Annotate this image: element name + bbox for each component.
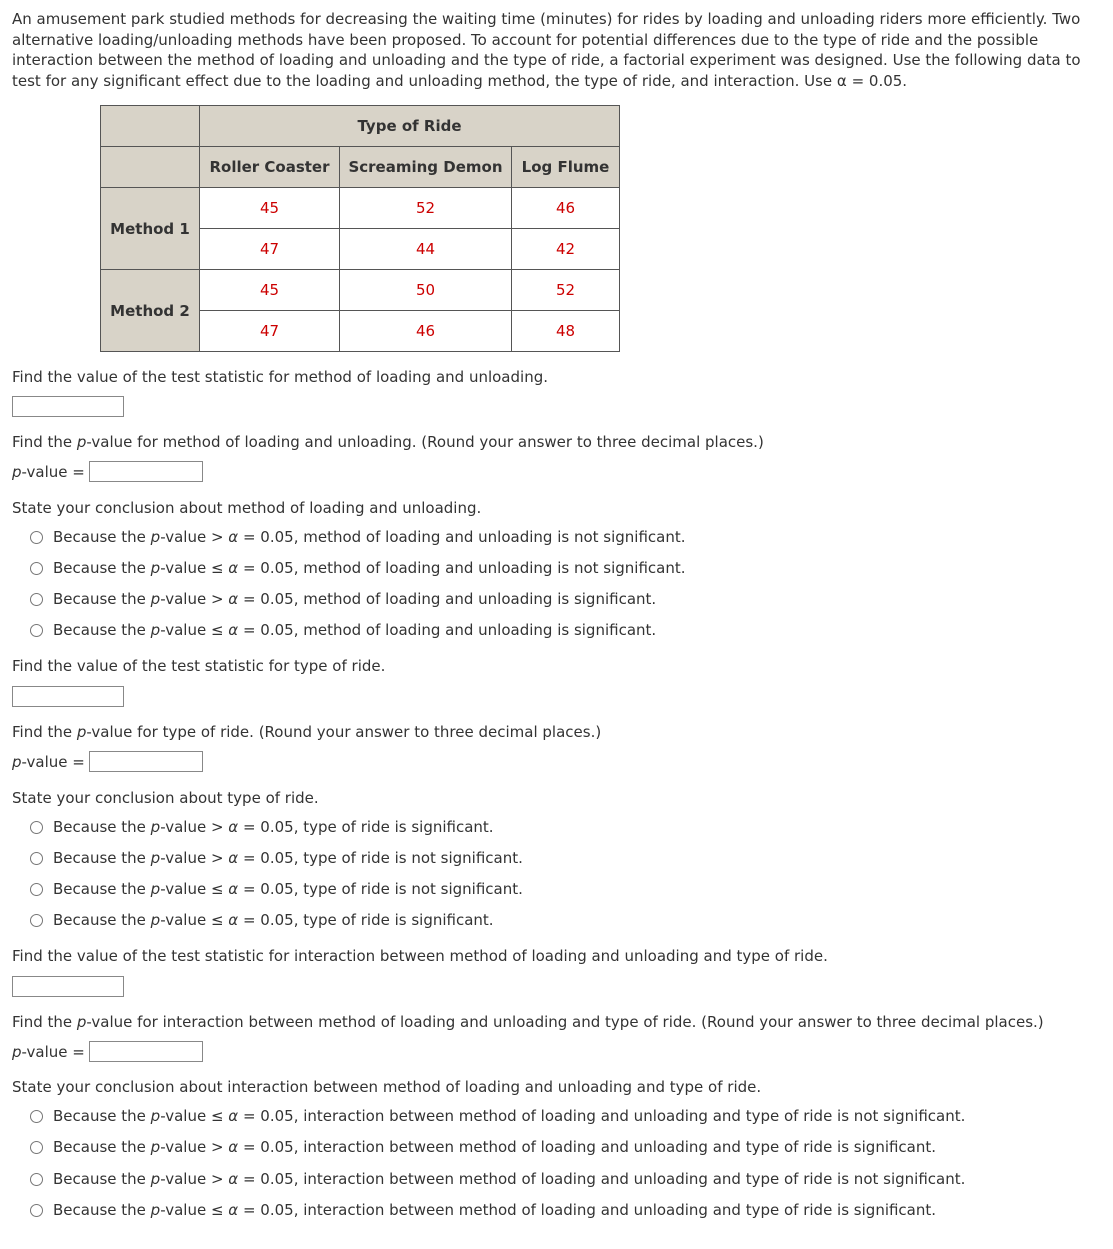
interaction-option[interactable] <box>30 1107 965 1125</box>
option-label: Because the p-value > α = 0.05, interaction between method of loading and unloading and type of ride is significant. <box>53 1138 937 1156</box>
column-header: Screaming Demon <box>340 147 512 188</box>
interaction-option[interactable] <box>30 1138 936 1156</box>
interaction-conclusion-prompt: State your conclusion about interaction between method of loading and unloading and type of ride. <box>12 1078 762 1096</box>
ride-option[interactable] <box>30 849 523 867</box>
data-cell: 47 <box>200 311 340 352</box>
method-option[interactable] <box>30 590 656 608</box>
option-label: Because the p-value > α = 0.05, type of ride is significant. <box>53 818 494 836</box>
problem-intro: An amusement park studied methods for decreasing the waiting time (minutes) for rides by loading and unloading riders more efficiently. Two alternative loading/unloading methods have been proposed. To account for potential differences due to the type of ride and the possible interaction between the method of loading and unloading and the type of ride, a factorial experiment was designed. Use the following data to test for any significant effect due to the loading and unloading method, the type of ride, and interaction. Use α = 0.05. <box>12 10 1081 90</box>
radio-button[interactable] <box>30 562 43 575</box>
option-label: Because the p-value ≤ α = 0.05, type of ride is not significant. <box>53 880 523 898</box>
type-of-ride-header: Type of Ride <box>200 106 620 147</box>
data-cell: 47 <box>200 229 340 270</box>
data-cell: 45 <box>200 188 340 229</box>
data-cell: 52 <box>512 270 620 311</box>
pvalue-label: p-value = <box>12 752 85 771</box>
radio-button[interactable] <box>30 1173 43 1186</box>
data-cell: 50 <box>340 270 512 311</box>
interaction-p-prompt: Find the p-value for interaction between method of loading and unloading and type of ride. (Round your answer to three decimal places.) <box>12 1013 1044 1031</box>
method-stat-prompt: Find the value of the test statistic for method of loading and unloading. <box>12 368 548 386</box>
data-cell: 46 <box>340 311 512 352</box>
method-option[interactable] <box>30 559 686 577</box>
option-label: Because the p-value > α = 0.05, interaction between method of loading and unloading and type of ride is not significant. <box>53 1170 966 1188</box>
ride-pvalue-row <box>12 751 203 772</box>
option-label: Because the p-value ≤ α = 0.05, type of ride is significant. <box>53 911 494 929</box>
method-pvalue-row <box>12 461 203 482</box>
radio-button[interactable] <box>30 1110 43 1123</box>
option-label: Because the p-value > α = 0.05, method of loading and unloading is not significant. <box>53 528 686 546</box>
option-label: Because the p-value > α = 0.05, method of loading and unloading is significant. <box>53 590 657 608</box>
method-stat-input[interactable] <box>12 396 124 417</box>
interaction-pvalue-row <box>12 1041 203 1062</box>
data-cell: 48 <box>512 311 620 352</box>
data-cell: 46 <box>512 188 620 229</box>
corner-cell-2 <box>101 147 200 188</box>
pvalue-label: p-value = <box>12 1042 85 1061</box>
ride-option[interactable] <box>30 818 494 836</box>
data-table <box>100 105 620 352</box>
method-option[interactable] <box>30 621 656 639</box>
row-label: Method 2 <box>101 270 200 352</box>
ride-stat-input[interactable] <box>12 686 124 707</box>
radio-button[interactable] <box>30 883 43 896</box>
ride-option[interactable] <box>30 911 494 929</box>
data-cell: 52 <box>340 188 512 229</box>
method-option[interactable] <box>30 528 686 546</box>
data-cell: 42 <box>512 229 620 270</box>
radio-button[interactable] <box>30 821 43 834</box>
interaction-pvalue-input[interactable] <box>89 1041 203 1062</box>
radio-button[interactable] <box>30 1204 43 1217</box>
data-cell: 45 <box>200 270 340 311</box>
option-label: Because the p-value ≤ α = 0.05, interaction between method of loading and unloading and type of ride is not significant. <box>53 1107 966 1125</box>
interaction-stat-input[interactable] <box>12 976 124 997</box>
method-conclusion-prompt: State your conclusion about method of loading and unloading. <box>12 499 482 517</box>
option-label: Because the p-value ≤ α = 0.05, method of loading and unloading is significant. <box>53 621 657 639</box>
column-header: Log Flume <box>512 147 620 188</box>
radio-button[interactable] <box>30 914 43 927</box>
option-label: Because the p-value ≤ α = 0.05, interaction between method of loading and unloading and type of ride is significant. <box>53 1201 937 1219</box>
interaction-stat-prompt: Find the value of the test statistic for interaction between method of loading and unloading and type of ride. <box>12 947 828 965</box>
option-label: Because the p-value > α = 0.05, type of ride is not significant. <box>53 849 523 867</box>
option-label: Because the p-value ≤ α = 0.05, method of loading and unloading is not significant. <box>53 559 686 577</box>
radio-button[interactable] <box>30 593 43 606</box>
radio-button[interactable] <box>30 531 43 544</box>
radio-button[interactable] <box>30 852 43 865</box>
data-cell: 44 <box>340 229 512 270</box>
radio-button[interactable] <box>30 624 43 637</box>
row-label: Method 1 <box>101 188 200 270</box>
radio-button[interactable] <box>30 1141 43 1154</box>
ride-option[interactable] <box>30 880 523 898</box>
pvalue-label: p-value = <box>12 462 85 481</box>
method-pvalue-input[interactable] <box>89 461 203 482</box>
interaction-option[interactable] <box>30 1170 965 1188</box>
ride-pvalue-input[interactable] <box>89 751 203 772</box>
method-p-prompt: Find the p-value for method of loading and unloading. (Round your answer to three decimal places.) <box>12 433 764 451</box>
column-header: Roller Coaster <box>200 147 340 188</box>
ride-p-prompt: Find the p-value for type of ride. (Round your answer to three decimal places.) <box>12 723 602 741</box>
corner-cell <box>101 106 200 147</box>
ride-conclusion-prompt: State your conclusion about type of ride. <box>12 789 319 807</box>
ride-stat-prompt: Find the value of the test statistic for type of ride. <box>12 657 386 675</box>
interaction-option[interactable] <box>30 1201 936 1219</box>
